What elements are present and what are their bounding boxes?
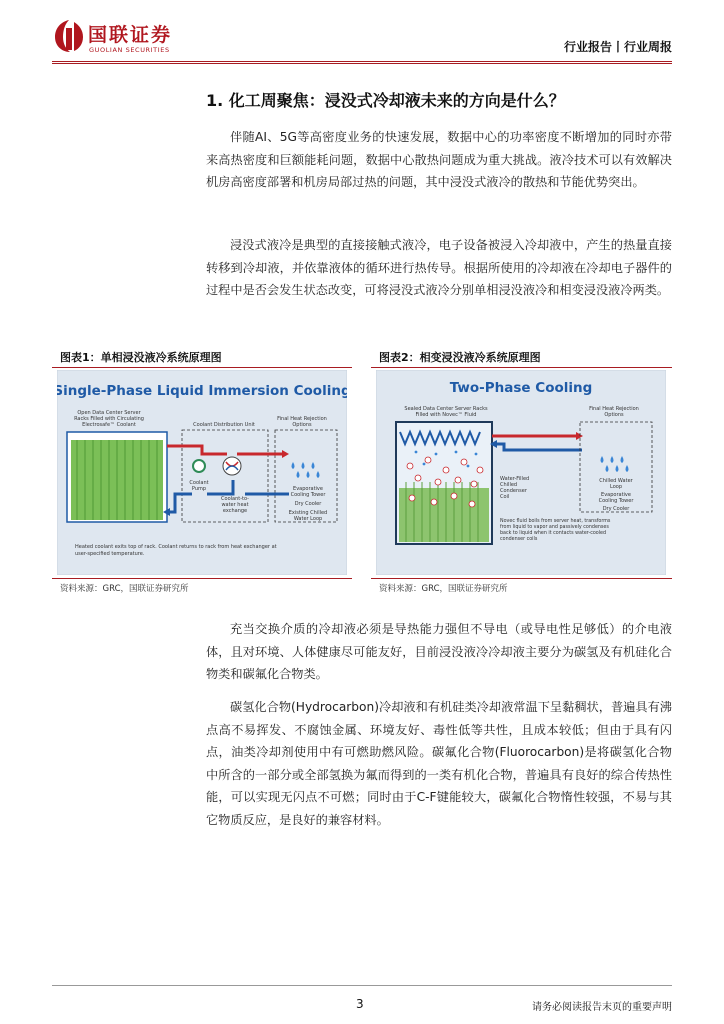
figure-1-title: 图表1：单相浸没液冷系统原理图 bbox=[60, 351, 222, 364]
fig2-label-racks: Sealed Data Center Server Racks bbox=[404, 406, 488, 412]
paragraph-4: 碳氢化合物(Hydrocarbon)冷却液和有机硅类冷却液常温下呈黏稠状，普遍具有沸点高不易挥发、不腐蚀金属、环境友好、毒性低等共性，且成本较低；但由于具有闪点，油类冷却剂使用中有可燃助燃风险。碳氟化合物(Fluorocarbon)是将碳氢化合物中所含的一部分或全部氢换为氟而得到的一类有机化合物，普遍具有良好的综合传热性能，可以实现无闪点不可燃；同时由于C-F键能较大，碳氟化合物惰性较强，不易与其它物质反应，是良好的兼容材料。 bbox=[206, 700, 672, 827]
fig1-label-racks-2: Racks Filled with Circulating bbox=[74, 416, 144, 422]
fig2-label-chilled-2: Loop bbox=[610, 484, 622, 490]
fig1-label-racks-3: Electrosafe™ Coolant bbox=[82, 422, 136, 428]
fig2-label-water-2: Chilled bbox=[500, 482, 518, 488]
fig2-label-water-3: Condenser bbox=[500, 488, 527, 494]
footer-divider bbox=[52, 985, 672, 986]
fig2-label-evap: Evaporative bbox=[601, 492, 631, 498]
fig1-diagram-title: Single-Phase Liquid Immersion Cooling bbox=[57, 383, 347, 399]
header-divider-2 bbox=[52, 63, 672, 64]
fig2-label-water-4: Coil bbox=[500, 494, 510, 500]
fig1-label-exist-2: Water Loop bbox=[293, 516, 323, 522]
logo-text-cn: 国联证券 bbox=[88, 24, 173, 46]
logo-text-en: GUOLIAN SECURITIES bbox=[89, 46, 170, 54]
fig1-label-hx-2: water heat bbox=[221, 502, 249, 508]
fig2-label-chilled: Chilled Water bbox=[599, 478, 633, 484]
fig1-label-final: Final Heat Rejection bbox=[277, 416, 327, 422]
fig2-note: Novec fluid boils from server heat, transforms bbox=[500, 519, 611, 524]
fig2-label-dry: Dry Cooler bbox=[602, 506, 630, 512]
figure-2-title: 图表2：相变浸没液冷系统原理图 bbox=[379, 351, 541, 364]
fig1-label-pump-2: Pump bbox=[191, 486, 207, 492]
fig1-label-evap: Evaporative bbox=[293, 486, 323, 492]
figure-1-title-rule bbox=[52, 367, 352, 368]
figure-2-source: 资料来源：GRC，国联证券研究所 bbox=[379, 584, 508, 594]
report-type: 行业报告丨行业周报 bbox=[563, 40, 672, 54]
fig2-label-final-2: Options bbox=[604, 412, 624, 418]
page-number: 3 bbox=[356, 997, 364, 1011]
paragraph-3: 充当交换介质的冷却液必须是导热能力强但不导电（或导电性足够低）的介电液体，且对环境、人体健康尽可能友好，目前浸没液冷冷却液主要分为碳氢及有机硅化合物类和碳氟化合物类。 bbox=[206, 622, 672, 681]
fig1-label-pump: Coolant bbox=[189, 480, 209, 486]
figure-2-diagram bbox=[376, 370, 666, 575]
fig2-label-racks-2: Filled with Novec™ Fluid bbox=[415, 412, 477, 418]
section-heading: 1. 化工周聚焦：浸没式冷却液未来的方向是什么？ bbox=[206, 91, 565, 110]
paragraph-1: 伴随AI、5G等高密度业务的快速发展，数据中心的功率密度不断增加的同时亦带来高热密度和巨额能耗问题，数据中心散热问题成为重大挑战。液冷技术可以有效解决机房高密度部署和机房局部过热的问题，其中浸没式液冷的散热和节能优势突出。 bbox=[206, 130, 672, 189]
figure-1-source-rule bbox=[52, 578, 352, 579]
logo-mark-icon bbox=[52, 18, 86, 54]
fig1-label-hx: Coolant-to- bbox=[221, 496, 249, 502]
fig1-caption-2: user-specified temperature. bbox=[75, 551, 145, 557]
fig2-label-water: Water-Filled bbox=[500, 476, 530, 482]
fig2-diagram-title: Two-Phase Cooling bbox=[449, 380, 593, 396]
fig2-note-3: back to liquid when it contacts water-cooled bbox=[500, 531, 607, 536]
fig1-label-final-2: Options bbox=[292, 422, 312, 428]
fig1-label-racks: Open Data Center Server bbox=[77, 410, 141, 416]
fig1-label-dry: Dry Cooler bbox=[294, 501, 322, 507]
figure-2-source-rule bbox=[371, 578, 672, 579]
figure-1-diagram bbox=[57, 370, 347, 575]
fig1-label-cdu: Coolant Distribution Unit bbox=[193, 422, 255, 428]
figure-2-title-rule bbox=[371, 367, 672, 368]
fig1-label-hx-3: exchange bbox=[222, 508, 248, 514]
fig2-label-evap-2: Cooling Tower bbox=[598, 498, 634, 504]
fig1-label-evap-2: Cooling Tower bbox=[290, 492, 326, 498]
header-divider bbox=[52, 61, 672, 62]
fig1-pump-icon bbox=[193, 460, 205, 472]
fig2-note-2: from liquid to vapor and passively condenses bbox=[500, 525, 609, 530]
footer-disclaimer: 请务必阅读报告末页的重要声明 bbox=[532, 1002, 672, 1013]
fig2-label-final: Final Heat Rejection bbox=[589, 406, 639, 412]
fig1-label-exist: Existing Chilled bbox=[288, 510, 328, 516]
figure-1-source: 资料来源：GRC，国联证券研究所 bbox=[60, 584, 189, 594]
fig1-caption: Heated coolant exits top of rack. Coolant returns to rack from heat exchanger at bbox=[75, 544, 277, 550]
company-logo bbox=[52, 18, 192, 58]
fig2-note-4: condenser coils bbox=[500, 537, 538, 542]
paragraph-2: 浸没式液冷是典型的直接接触式液冷，电子设备被浸入冷却液中，产生的热量直接转移到冷却液，并依靠液体的循环进行热传导。根据所使用的冷却液在冷却电子器件的过程中是否会发生状态改变，可将浸没式液冷分别单相浸没液冷和相变浸没液冷两类。 bbox=[206, 238, 672, 297]
